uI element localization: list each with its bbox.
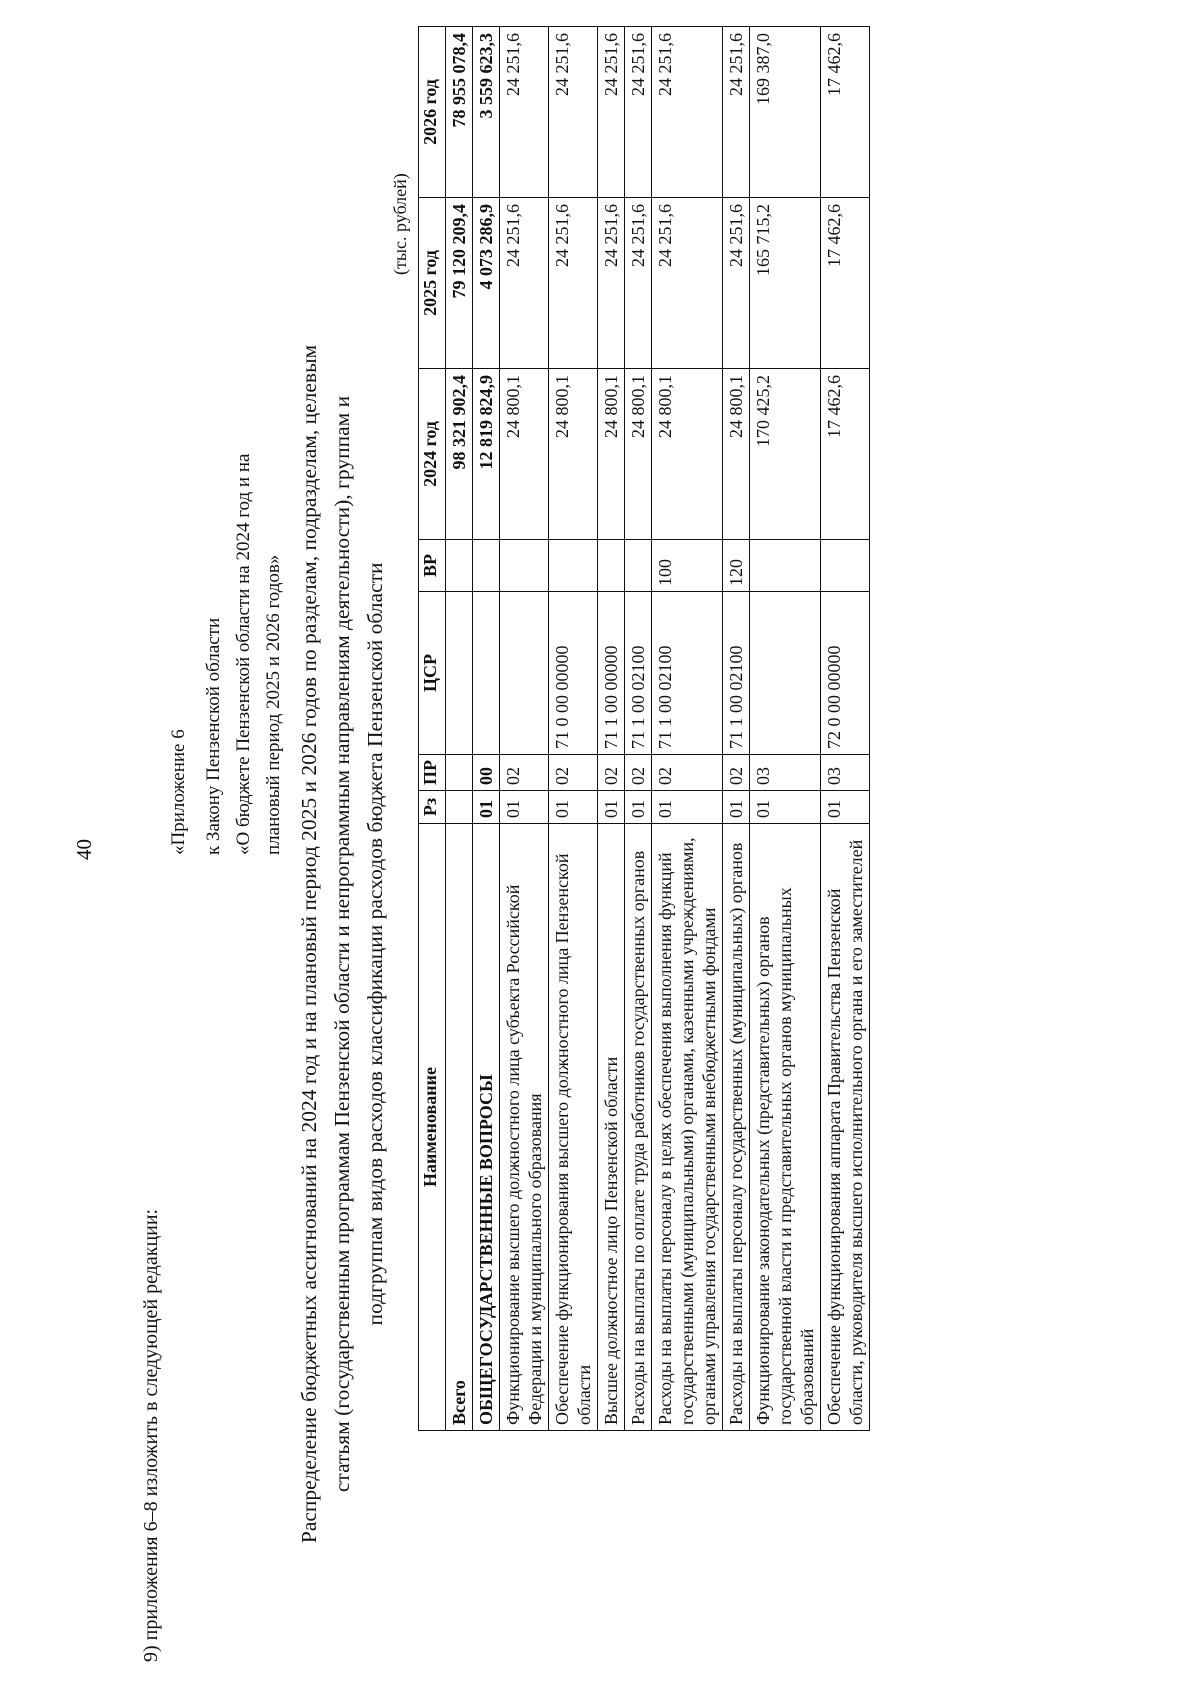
- cell-2026: 24 251,6: [652, 27, 723, 198]
- cell-rz: 01: [723, 791, 750, 824]
- cell-name: Высшее должностное лицо Пензенской области: [598, 824, 625, 1431]
- annex-header: [164, 454, 289, 855]
- cell-rz: 01: [549, 791, 598, 824]
- cell-rz: 01: [473, 791, 500, 824]
- header-2026: 2026 год: [419, 27, 446, 198]
- cell-2026: 24 251,6: [500, 27, 549, 198]
- cell-rz: [446, 791, 473, 824]
- table-title: Распределение бюджетных ассигнований на 2024 год и на плановый период 2025 и 2026 годов по разделам, подразделам, целевым статьям (государственным программам Пензенской области и непрограммным направлениям деятельности), группам и подгруппам видов расходов классификации расходов бюджета Пензенской области: [297, 344, 387, 1544]
- cell-csr: 71 1 00 02100: [625, 592, 652, 755]
- cell-2024: 170 425,2: [750, 369, 821, 540]
- header-csr: ЦСР: [419, 592, 446, 755]
- cell-2025: 24 251,6: [652, 198, 723, 369]
- cell-2024: 24 800,1: [652, 369, 723, 540]
- table-row: [750, 27, 821, 1431]
- table-body: [446, 27, 870, 1431]
- cell-pr: 02: [652, 755, 723, 791]
- table-row: [549, 27, 598, 1431]
- cell-rz: 01: [500, 791, 549, 824]
- cell-vr: 120: [723, 540, 750, 592]
- cell-vr: 100: [652, 540, 723, 592]
- cell-vr: [750, 540, 821, 592]
- cell-csr: [500, 592, 549, 755]
- cell-csr: 72 0 00 00000: [821, 592, 870, 755]
- cell-vr: [549, 540, 598, 592]
- annex-line: плановый период 2025 и 2026 годов»: [263, 554, 284, 855]
- cell-csr: 71 1 00 02100: [652, 592, 723, 755]
- cell-csr: 71 0 00 00000: [549, 592, 598, 755]
- cell-pr: 00: [473, 755, 500, 791]
- cell-2026: 3 559 623,3: [473, 27, 500, 198]
- annex-line: к Закону Пензенской области: [203, 617, 224, 855]
- cell-pr: 03: [821, 755, 870, 791]
- cell-2026: 169 387,0: [750, 27, 821, 198]
- units-label: (тыс. рублей): [390, 173, 410, 275]
- table-header-row: [419, 27, 446, 1431]
- cell-rz: 01: [598, 791, 625, 824]
- table-row: [500, 27, 549, 1431]
- annex-line: «О бюджете Пензенской области на 2024 год и на: [233, 453, 254, 855]
- annex-title: «Приложение 6: [168, 729, 189, 855]
- cell-pr: [446, 755, 473, 791]
- cell-2025: 24 251,6: [625, 198, 652, 369]
- cell-2025: 165 715,2: [750, 198, 821, 369]
- intro-text: 9) приложения 6–8 изложить в следующей редакции:: [140, 1208, 162, 1662]
- cell-pr: 02: [625, 755, 652, 791]
- cell-csr: [750, 592, 821, 755]
- cell-name: Всего: [446, 824, 473, 1431]
- cell-2026: 24 251,6: [549, 27, 598, 198]
- page-number: 40: [72, 839, 96, 860]
- cell-pr: 02: [598, 755, 625, 791]
- cell-pr: 02: [500, 755, 549, 791]
- header-vr: ВР: [419, 540, 446, 592]
- table-row: [473, 27, 500, 1431]
- cell-name: Расходы на выплаты по оплате труда работников государственных органов: [625, 824, 652, 1431]
- table-row: [598, 27, 625, 1431]
- budget-table: [418, 26, 870, 1431]
- cell-pr: 03: [750, 755, 821, 791]
- cell-vr: [625, 540, 652, 592]
- cell-csr: [446, 592, 473, 755]
- cell-2024: 24 800,1: [549, 369, 598, 540]
- table-row: [821, 27, 870, 1431]
- header-2024: 2024 год: [419, 369, 446, 540]
- cell-rz: 01: [652, 791, 723, 824]
- cell-2025: 24 251,6: [549, 198, 598, 369]
- cell-name: Обеспечение функционирования аппарата Правительства Пензенской области, руководителя высшего исполнительного органа и его заместителей: [821, 824, 870, 1431]
- cell-2025: 4 073 286,9: [473, 198, 500, 369]
- cell-name: Расходы на выплаты персоналу государственных (муниципальных) органов: [723, 824, 750, 1431]
- header-name: Наименование: [419, 824, 446, 1431]
- cell-csr: 71 1 00 02100: [723, 592, 750, 755]
- cell-2026: 24 251,6: [598, 27, 625, 198]
- cell-2024: 24 800,1: [723, 369, 750, 540]
- cell-2026: 78 955 078,4: [446, 27, 473, 198]
- cell-2025: 24 251,6: [598, 198, 625, 369]
- header-rz: Рз: [419, 791, 446, 824]
- cell-rz: 01: [625, 791, 652, 824]
- cell-2025: 17 462,6: [821, 198, 870, 369]
- cell-2025: 79 120 209,4: [446, 198, 473, 369]
- cell-2025: 24 251,6: [500, 198, 549, 369]
- cell-pr: 02: [723, 755, 750, 791]
- cell-name: Функционирование высшего должностного лица субъекта Российской Федерации и муниципального образования: [500, 824, 549, 1431]
- cell-pr: 02: [549, 755, 598, 791]
- table-row: [446, 27, 473, 1431]
- table-row: [652, 27, 723, 1431]
- cell-2024: 98 321 902,4: [446, 369, 473, 540]
- cell-2025: 24 251,6: [723, 198, 750, 369]
- cell-2024: 17 462,6: [821, 369, 870, 540]
- table-row: [625, 27, 652, 1431]
- cell-2026: 24 251,6: [625, 27, 652, 198]
- cell-vr: [821, 540, 870, 592]
- table-row: [723, 27, 750, 1431]
- cell-2024: 12 819 824,9: [473, 369, 500, 540]
- cell-2024: 24 800,1: [625, 369, 652, 540]
- cell-vr: [446, 540, 473, 592]
- cell-2024: 24 800,1: [500, 369, 549, 540]
- cell-2026: 24 251,6: [723, 27, 750, 198]
- cell-csr: [473, 592, 500, 755]
- cell-vr: [473, 540, 500, 592]
- cell-name: ОБЩЕГОСУДАРСТВЕННЫЕ ВОПРОСЫ: [473, 824, 500, 1431]
- header-pr: ПР: [419, 755, 446, 791]
- cell-vr: [598, 540, 625, 592]
- cell-csr: 71 1 00 00000: [598, 592, 625, 755]
- cell-2024: 24 800,1: [598, 369, 625, 540]
- cell-name: Расходы на выплаты персоналу в целях обеспечения выполнения функций государственными (муниципальными) органами, казенными учреждениями, органами управления государственными внебюджетными фондами: [652, 824, 723, 1431]
- header-2025: 2025 год: [419, 198, 446, 369]
- cell-rz: 01: [821, 791, 870, 824]
- cell-rz: 01: [750, 791, 821, 824]
- cell-2026: 17 462,6: [821, 27, 870, 198]
- cell-name: Функционирование законодательных (представительных) органов государственной власти и представительных органов муниципальных образований: [750, 824, 821, 1431]
- cell-name: Обеспечение функционирования высшего должностного лица Пензенской области: [549, 824, 598, 1431]
- cell-vr: [500, 540, 549, 592]
